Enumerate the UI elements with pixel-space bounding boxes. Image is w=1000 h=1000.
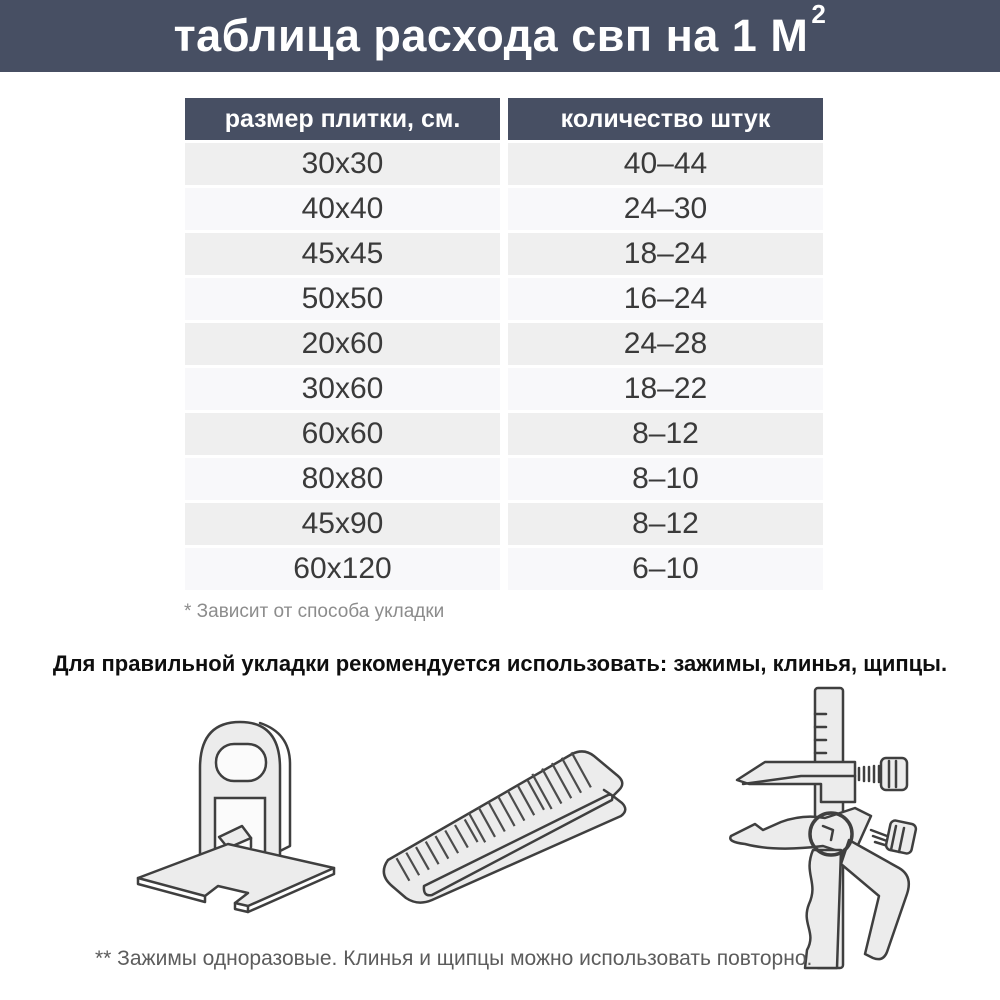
table-row (185, 458, 823, 500)
recommendation-text: Для правильной укладки рекомендуется использовать: зажимы, клинья, щипцы. (52, 651, 948, 676)
tile-leveling-clip-icon (118, 706, 362, 933)
tile-size-value: 80x80 (185, 458, 500, 500)
consumption-table (185, 98, 823, 593)
column-header-tile-size: размер плитки, см. (185, 98, 500, 140)
quantity-value: 18–22 (508, 368, 823, 410)
table-row (185, 413, 823, 455)
column-header-quantity: количество штук (508, 98, 823, 140)
table-header-row (185, 98, 823, 140)
title-superscript: 2 (811, 0, 827, 30)
table-row (185, 548, 823, 590)
tile-size-value: 60x120 (185, 548, 500, 590)
table-row (185, 368, 823, 410)
quantity-value: 16–24 (508, 278, 823, 320)
tile-size-value: 50x50 (185, 278, 500, 320)
quantity-value: 6–10 (508, 548, 823, 590)
pliers-icon (703, 684, 955, 977)
tile-size-value: 40x40 (185, 188, 500, 230)
table-row (185, 323, 823, 365)
tile-size-value: 45x90 (185, 503, 500, 545)
table-row (185, 503, 823, 545)
tools-footnote: ** Зажимы одноразовые. Клинья и щипцы можно использовать повторно. (95, 947, 813, 970)
tile-size-value: 45x45 (185, 233, 500, 275)
tile-size-value: 20x60 (185, 323, 500, 365)
tile-size-value: 30x60 (185, 368, 500, 410)
quantity-value: 8–10 (508, 458, 823, 500)
wedge-icon (366, 724, 658, 921)
quantity-value: 24–28 (508, 323, 823, 365)
tile-size-value: 60x60 (185, 413, 500, 455)
table-row (185, 233, 823, 275)
quantity-value: 40–44 (508, 143, 823, 185)
table-row (185, 143, 823, 185)
tile-size-value: 30x30 (185, 143, 500, 185)
table-footnote: * Зависит от способа укладки (184, 601, 445, 622)
page-title-band (0, 0, 1000, 72)
page-title: таблица расхода свп на 1 М $^2$ (173, 0, 827, 61)
quantity-value: 18–24 (508, 233, 823, 275)
quantity-value: 8–12 (508, 503, 823, 545)
table-row (185, 278, 823, 320)
quantity-value: 8–12 (508, 413, 823, 455)
table-row (185, 188, 823, 230)
quantity-value: 24–30 (508, 188, 823, 230)
